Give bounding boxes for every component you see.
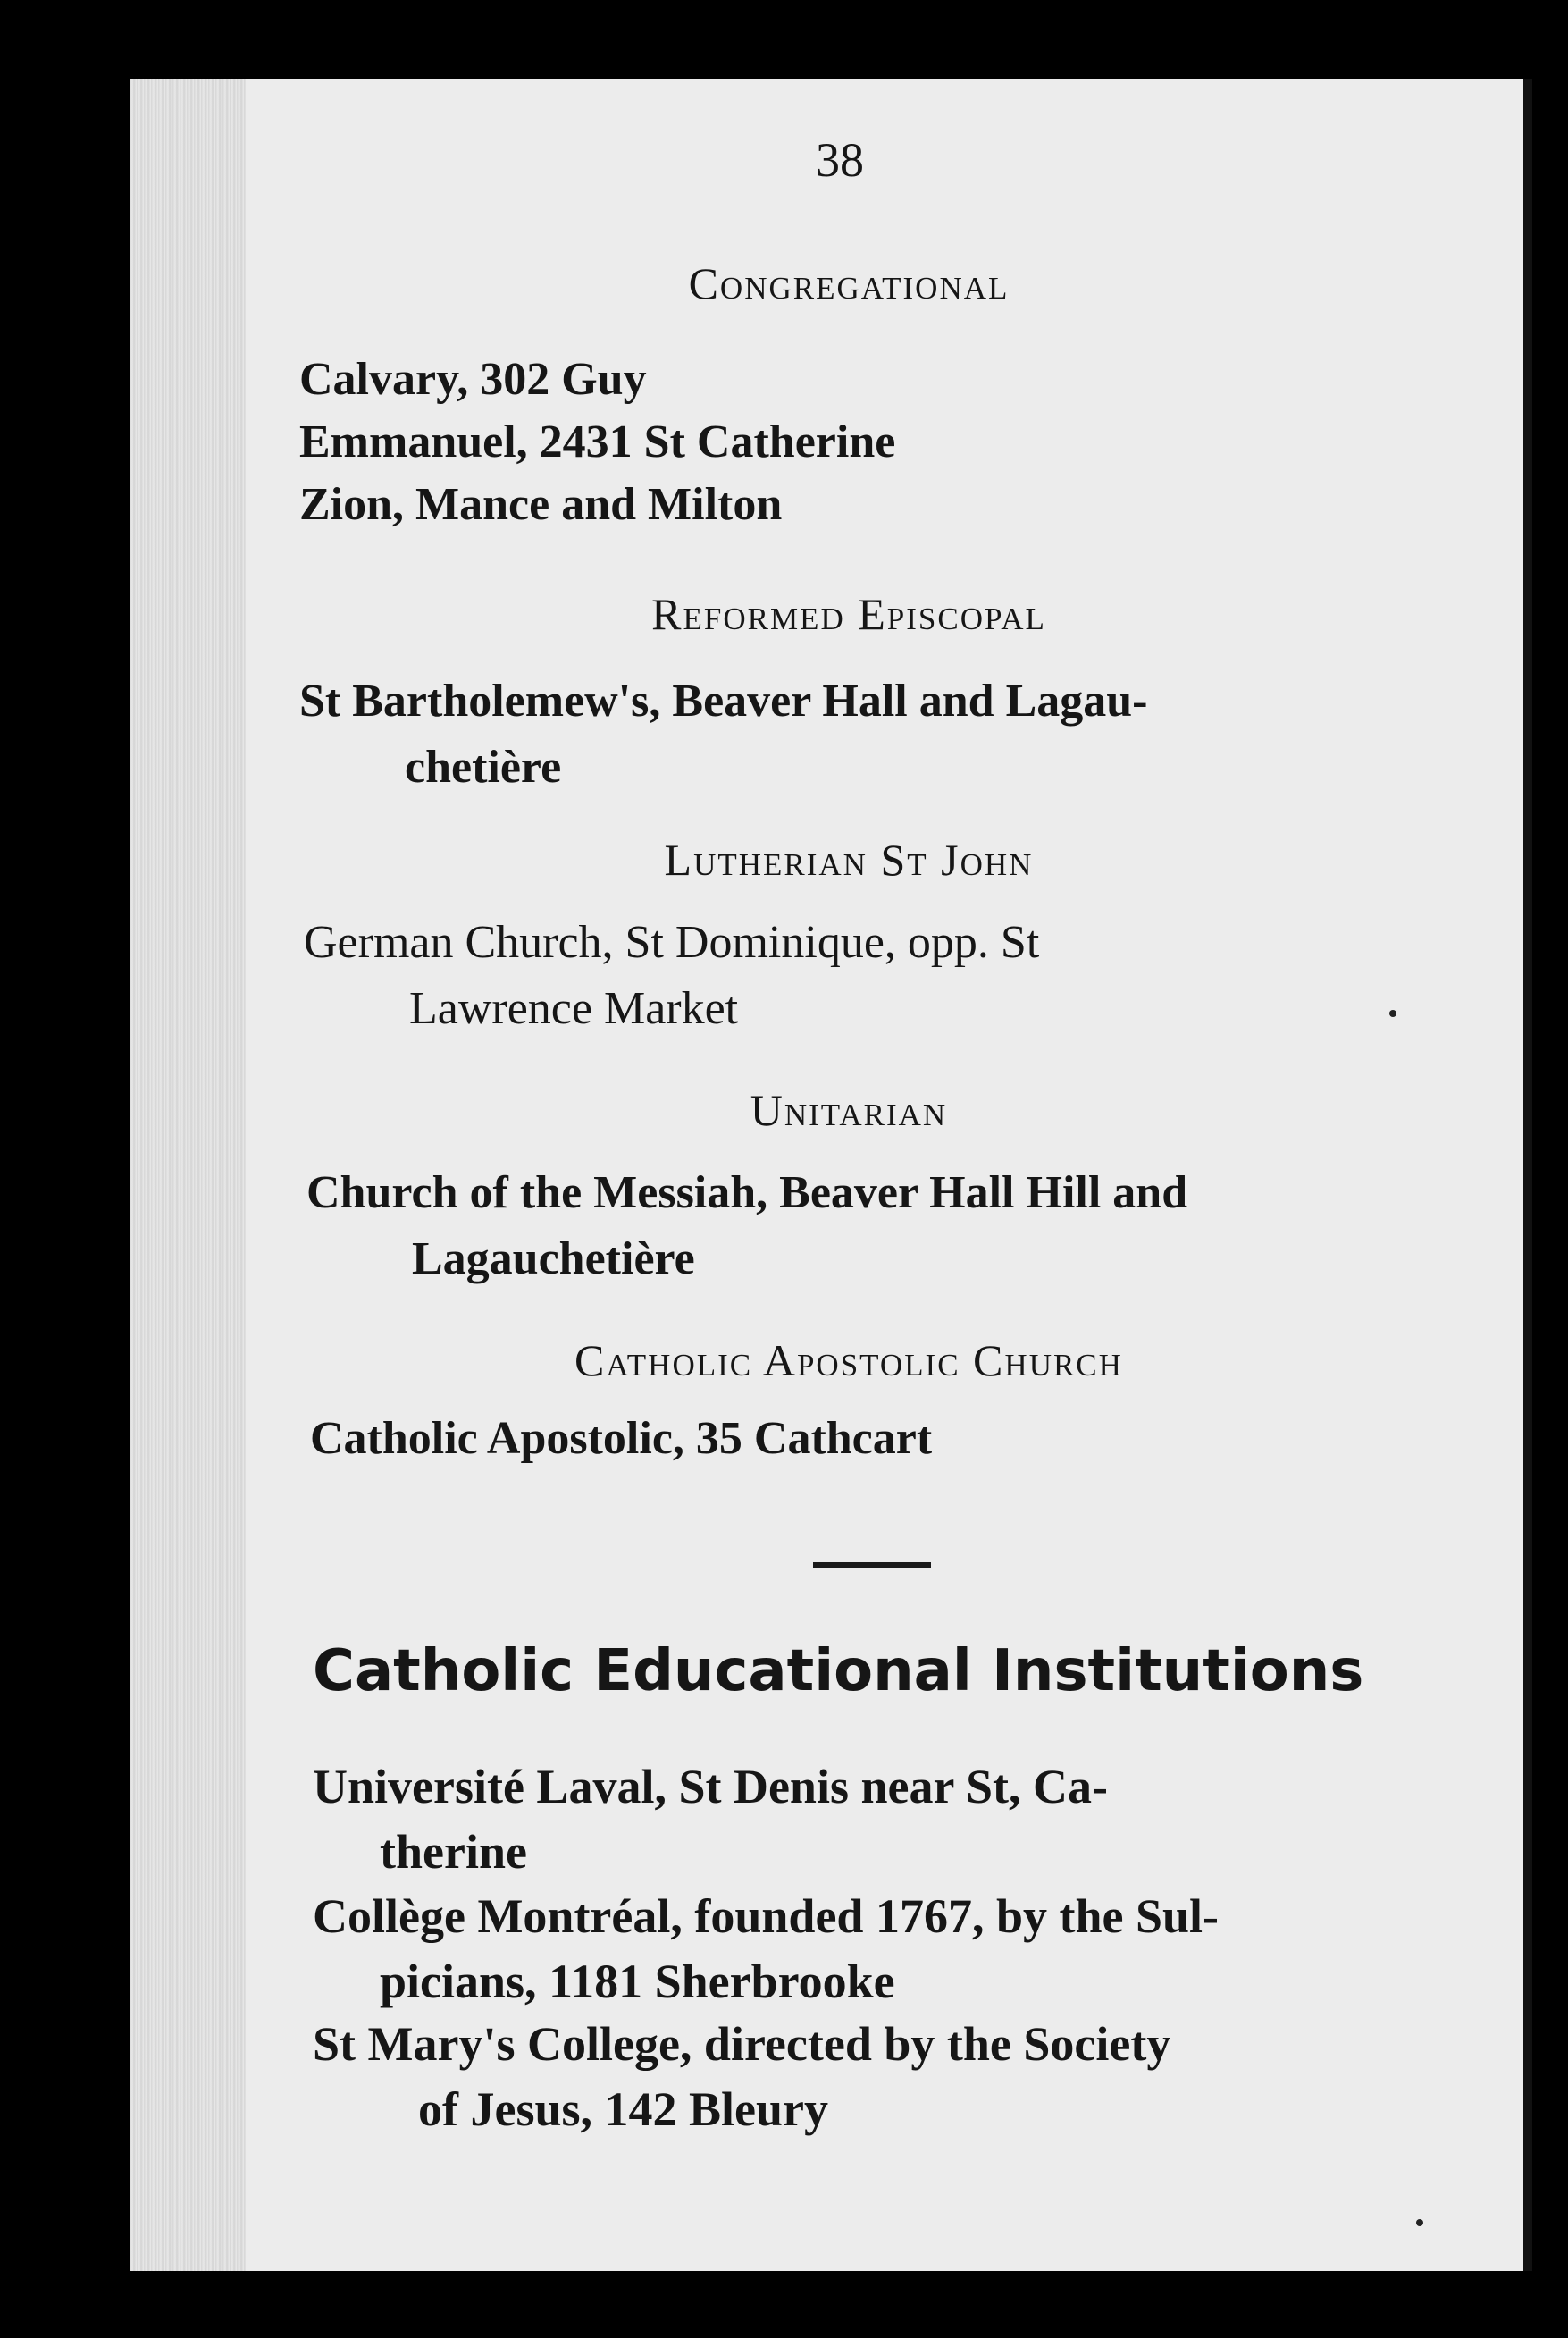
section-heading-unitarian: Unitarian [750, 1085, 948, 1135]
section-heading-reformed-episcopal: Reformed Episcopal [651, 589, 1046, 639]
entry-line-continuation: chetière [405, 742, 562, 793]
entry-st-bartholemews [299, 669, 1532, 801]
entry-line-continuation: Lawrence Market [409, 983, 739, 1034]
entry-line: Catholic Apostolic, 35 Cathcart [310, 1413, 933, 1464]
speck [1416, 2219, 1423, 2226]
entry-line: Church of the Messiah, Beaver Hall Hill and [306, 1167, 1188, 1218]
page-gutter [130, 79, 246, 2271]
entry-college-montreal [313, 1884, 1532, 2014]
entry-line: Zion, Mance and Milton [299, 479, 783, 530]
entry-line-continuation: Lagauchetière [412, 1233, 695, 1284]
entry-emmanuel [299, 409, 895, 475]
entry-line: German Church, St Dominique, opp. St [304, 917, 1040, 968]
entry-line: St Bartholemew's, Beaver Hall and Lagau- [299, 676, 1148, 727]
scanned-page [130, 79, 1532, 2271]
entry-church-of-messiah [306, 1160, 1532, 1292]
institutions-title: Catholic Educational Institutions [313, 1638, 1364, 1704]
entry-line: Collège Montréal, founded 1767, by the Sul- [313, 1889, 1220, 1943]
entry-zion [299, 472, 782, 538]
section-heading-congregational: Congregational [688, 258, 1010, 308]
entry-line: St Mary's College, directed by the Society [313, 2017, 1171, 2071]
entry-line-continuation: therine [380, 1825, 527, 1879]
section-heading-lutherian: Lutherian St John [664, 835, 1034, 885]
entry-catholic-apostolic [310, 1406, 932, 1472]
entry-line-continuation: of Jesus, 142 Bleury [418, 2082, 828, 2136]
entry-universite-laval [313, 1754, 1532, 1885]
entry-st-marys-college [313, 2012, 1532, 2142]
entry-line: Université Laval, St Denis near St, Ca- [313, 1760, 1108, 1813]
entry-german-church [304, 910, 1532, 1042]
entry-line: Calvary, 302 Guy [299, 354, 647, 405]
entry-line-continuation: picians, 1181 Sherbrooke [380, 1955, 895, 2008]
section-divider [813, 1562, 931, 1568]
section-heading-catholic-apostolic: Catholic Apostolic Church [574, 1335, 1123, 1385]
entry-line: Emmanuel, 2431 St Catherine [299, 416, 896, 467]
entry-calvary [299, 347, 647, 413]
page-number: 38 [816, 133, 864, 187]
speck [1389, 1010, 1396, 1017]
